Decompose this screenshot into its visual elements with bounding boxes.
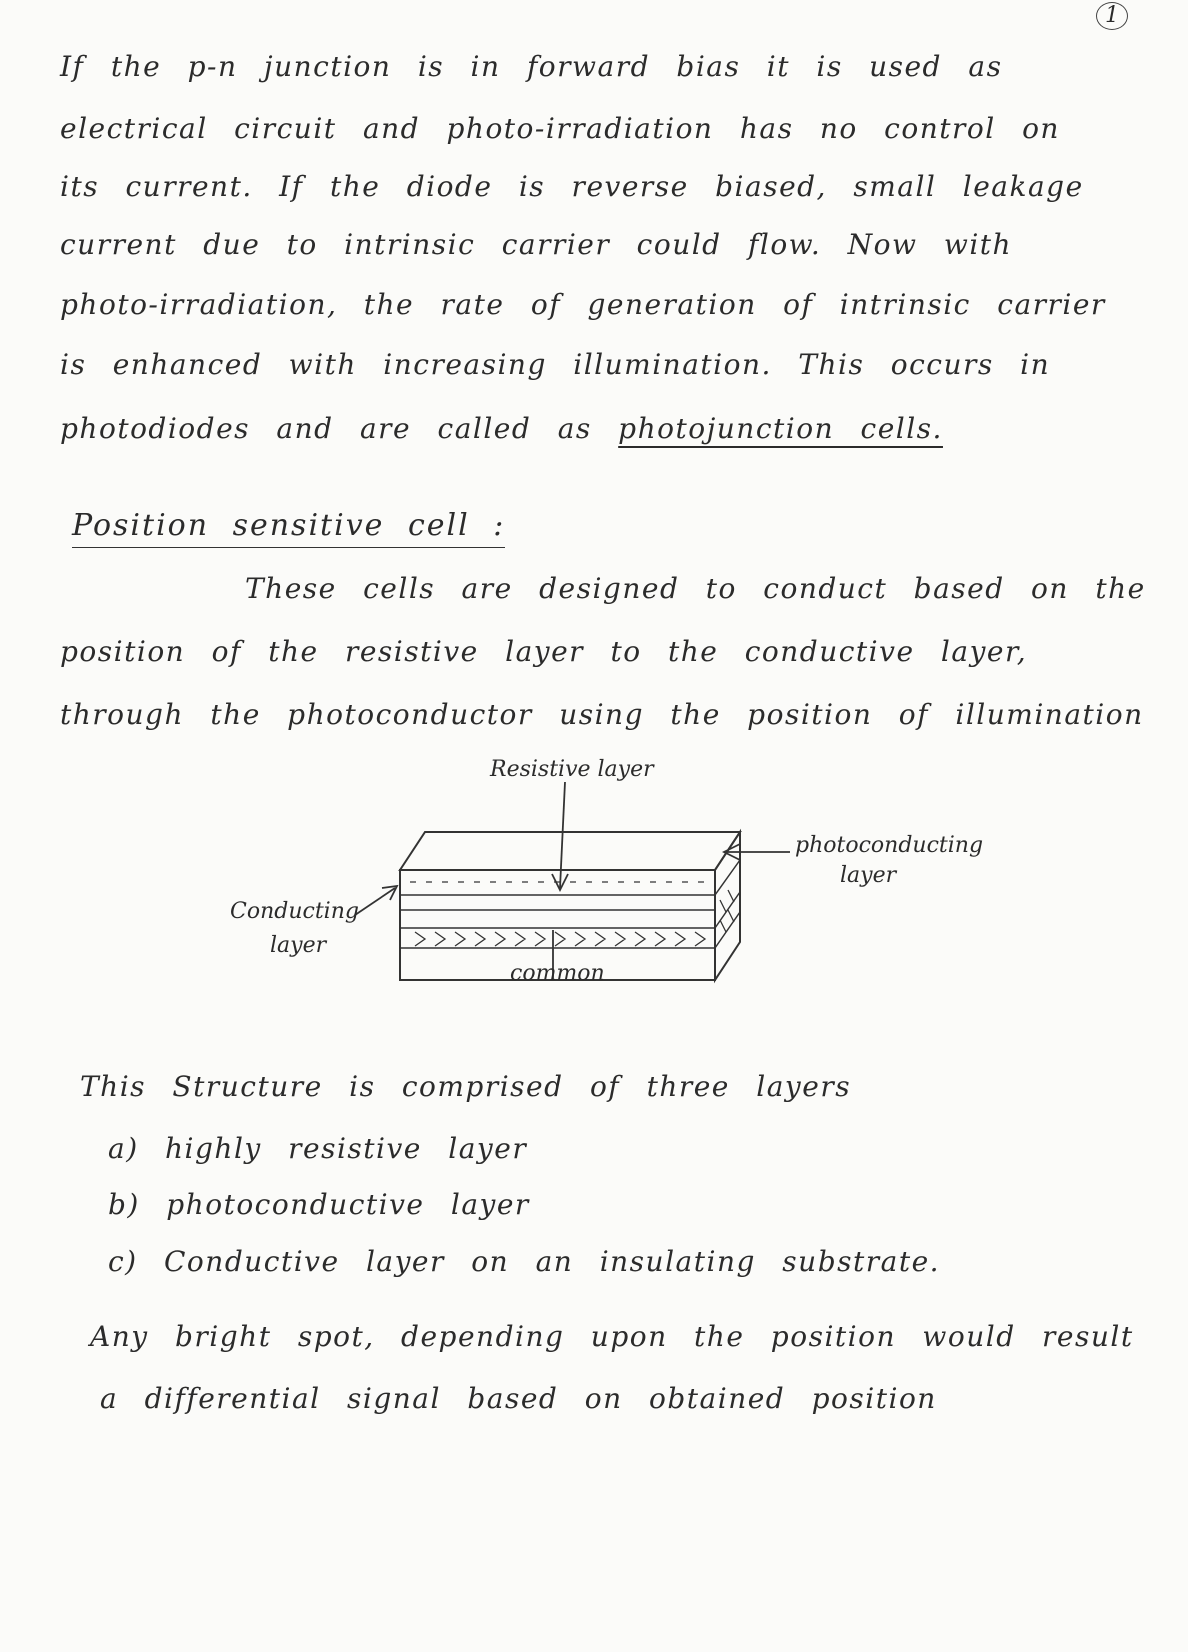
layer-item: a) highly resistive layer	[108, 1132, 528, 1165]
paragraph1-last-text: photodiodes and are called as	[60, 412, 592, 445]
paragraph2-line: position of the resistive layer to the conductive layer,	[60, 635, 1028, 668]
page-number: 1	[1096, 2, 1128, 30]
paragraph1-line: photo-irradiation, the rate of generation of intrinsic carrier	[60, 288, 1106, 321]
photoconducting-label: photoconducting	[795, 833, 984, 858]
conducting-layer-label-line2: layer	[270, 933, 327, 958]
paragraph1-line: its current. If the diode is reverse biased, small leakage	[60, 170, 1084, 203]
paragraph1-line: electrical circuit and photo-irradiation has no control on	[60, 112, 1060, 145]
layer-item: b) photoconductive layer	[108, 1188, 530, 1221]
position-sensitive-cell-diagram	[220, 757, 1100, 1030]
resistive-layer-label: Resistive layer	[490, 757, 654, 782]
conclusion-line: Any bright spot, depending upon the position would result	[90, 1320, 1134, 1353]
paragraph1-line: If the p-n junction is in forward bias it is used as	[60, 50, 1003, 83]
common-label: common	[510, 961, 605, 986]
conclusion-line: a differential signal based on obtained position	[100, 1382, 937, 1415]
paragraph2-line: through the photoconductor using the position of illumination	[60, 698, 1144, 731]
paragraph1-line	[60, 412, 1140, 445]
paragraph1-line: is enhanced with increasing illumination. This occurs in	[60, 348, 1051, 381]
photoconducting-label-line2: layer	[840, 863, 897, 888]
section-heading: Position sensitive cell :	[72, 508, 505, 548]
paragraph1-line: current due to intrinsic carrier could flow. Now with	[60, 228, 1013, 261]
layer-item: c) Conductive layer on an insulating substrate.	[108, 1245, 941, 1278]
conducting-layer-label: Conducting	[230, 899, 359, 924]
structure-intro: This Structure is comprised of three layers	[80, 1070, 852, 1103]
photojunction-term: photojunction cells.	[618, 412, 943, 445]
paragraph2-line: These cells are designed to conduct based on the	[245, 572, 1146, 605]
